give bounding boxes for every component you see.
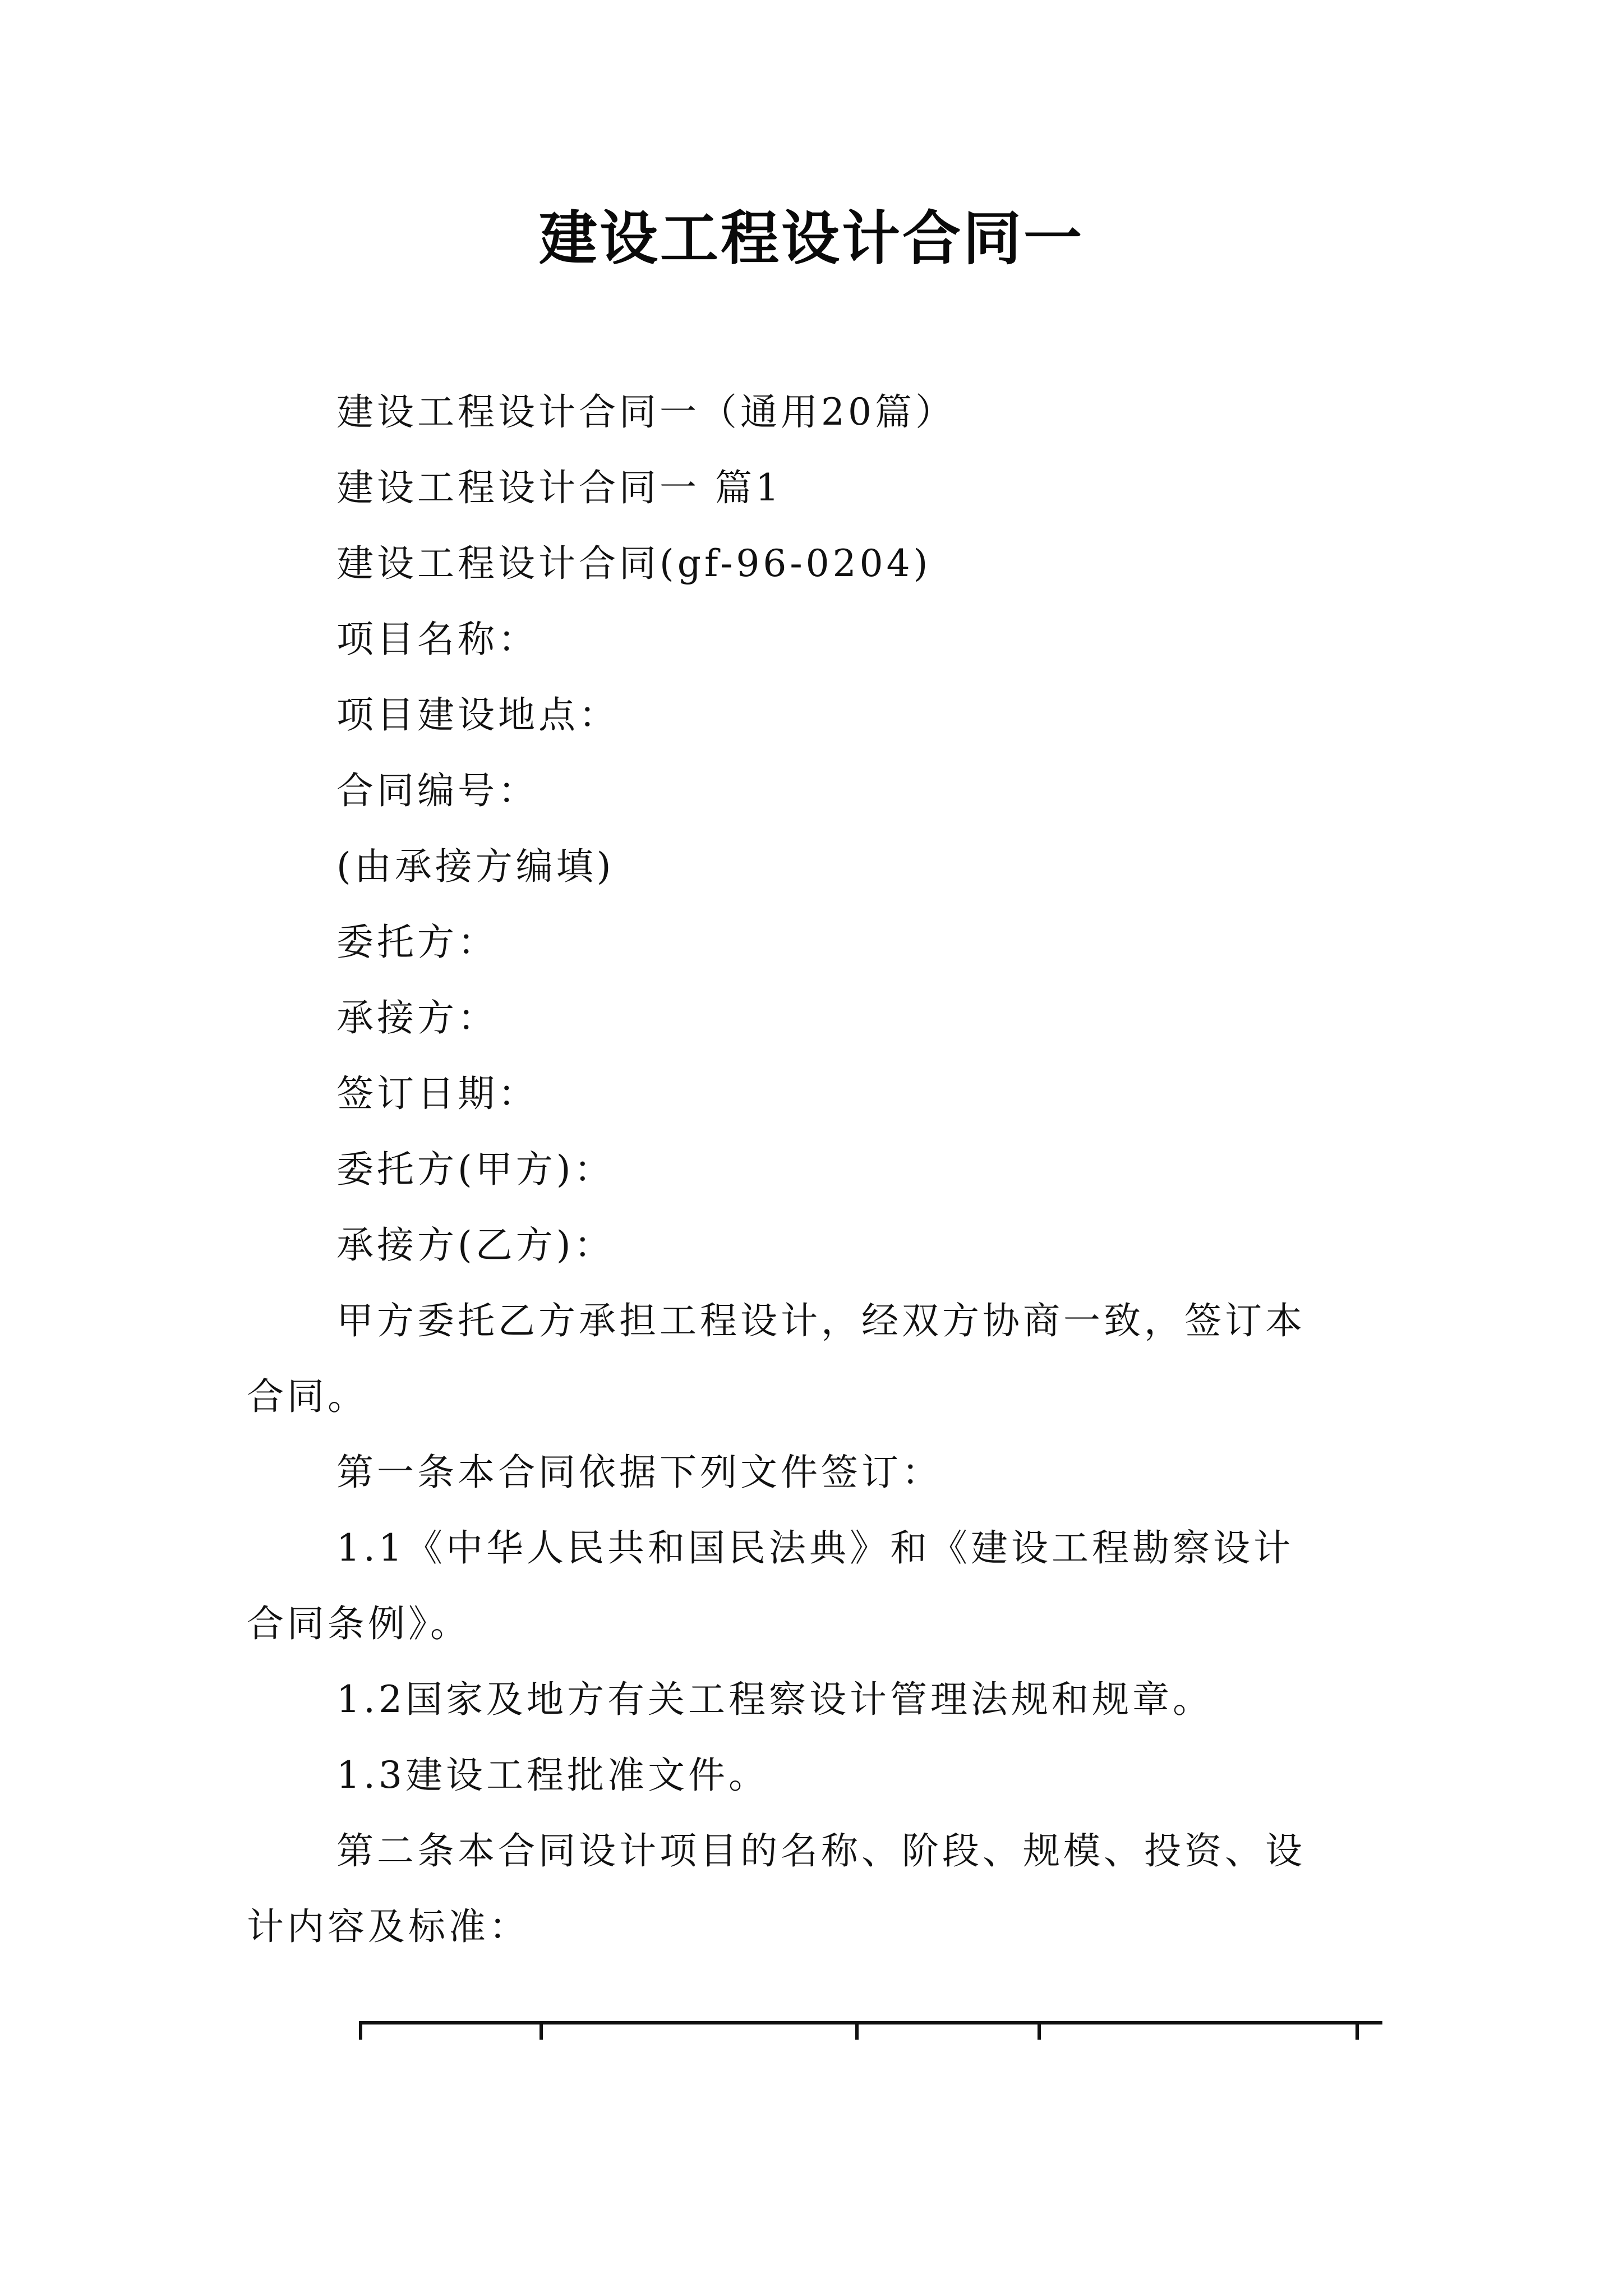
clause-1-1-cont: 合同条例》。 — [247, 1602, 471, 1645]
paragraph-subtitle: 建设工程设计合同一（通用20篇） — [336, 390, 956, 434]
clause-1-3: 1.3建设工程批准文件。 — [336, 1754, 769, 1797]
field-contract-number: 合同编号： — [336, 769, 538, 812]
paragraph-contract-code: 建设工程设计合同(gf-96-0204) — [336, 542, 932, 585]
field-client: 委托方： — [336, 921, 498, 964]
article-1-heading: 第一条本合同依据下列文件签订： — [336, 1451, 942, 1494]
field-contractor: 承接方： — [336, 996, 498, 1039]
field-contract-number-note: (由承接方编填) — [336, 845, 615, 888]
field-signing-date: 签订日期： — [336, 1072, 538, 1115]
clause-1-1: 1.1《中华人民共和国民法典》和《建设工程勘察设计 — [336, 1526, 1294, 1570]
paragraph-preamble: 甲方委托乙方承担工程设计，经双方协商一致，签订本 — [336, 1299, 1306, 1342]
clause-1-2: 1.2国家及地方有关工程察设计管理法规和规章。 — [336, 1678, 1213, 1721]
paragraph-preamble-cont: 合同。 — [247, 1375, 368, 1418]
field-project-name: 项目名称： — [336, 618, 538, 661]
paragraph-section-heading: 建设工程设计合同一 篇1 — [336, 466, 782, 509]
table-top-border — [359, 2019, 1382, 2042]
field-party-a: 委托方(甲方)： — [336, 1148, 615, 1191]
article-2-heading-cont: 计内容及标准： — [247, 1905, 529, 1948]
field-project-location: 项目建设地点： — [336, 693, 619, 737]
field-party-b: 承接方(乙方)： — [336, 1223, 615, 1267]
article-2-heading: 第二条本合同设计项目的名称、阶段、规模、投资、设 — [336, 1829, 1306, 1872]
document-title: 建设工程设计合同一 — [538, 204, 1084, 273]
